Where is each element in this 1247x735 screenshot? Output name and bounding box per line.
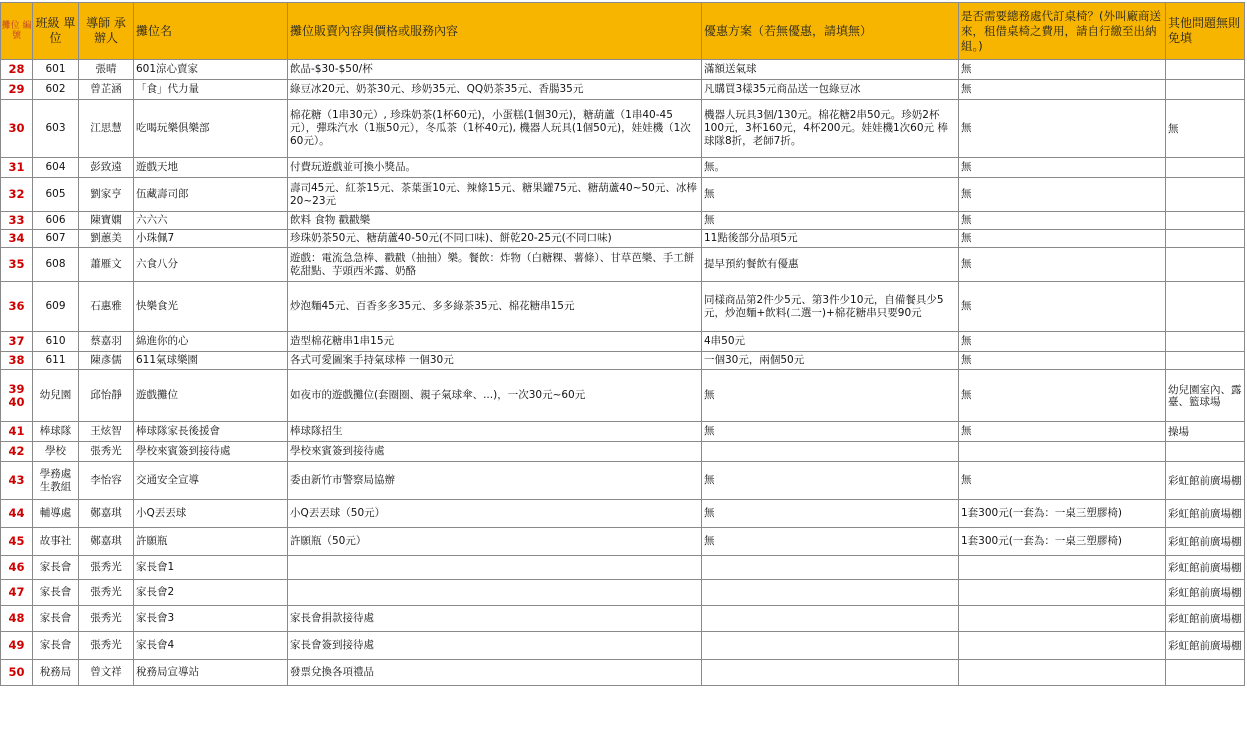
table-row <box>1 332 1245 352</box>
teacher-cell[interactable]: 曾芷涵 <box>79 80 134 100</box>
content-cell[interactable]: 許願瓶（50元） <box>288 528 702 556</box>
class-cell[interactable]: 603 <box>33 100 79 158</box>
table-row <box>1 442 1245 462</box>
content-cell[interactable]: 壽司45元、紅茶15元、茶葉蛋10元、辣條15元、糖果罐75元、糖葫蘆40~50元、冰棒20~23元 <box>288 178 702 212</box>
header-tables[interactable]: 是否需要總務處代訂桌椅？(外叫廠商送來，租借桌椅之費用，請自行繳至出納組。) <box>959 3 1166 60</box>
table-row <box>1 370 1245 422</box>
teacher-cell[interactable]: 彭致遠 <box>79 158 134 178</box>
discount-cell[interactable] <box>702 632 959 660</box>
booth-name-cell[interactable]: 快樂食光 <box>134 282 288 332</box>
teacher-cell[interactable]: 張秀光 <box>79 580 134 606</box>
header-row <box>1 3 1245 60</box>
other-cell[interactable]: 彩虹館前廣場棚 <box>1166 500 1245 528</box>
table-row <box>1 60 1245 80</box>
tables-cell[interactable] <box>959 556 1166 580</box>
table-row <box>1 632 1245 660</box>
teacher-cell[interactable]: 王炫智 <box>79 422 134 442</box>
booth-id-cell[interactable]: 28 <box>1 60 33 80</box>
content-cell[interactable]: 付費玩遊戲並可換小獎品。 <box>288 158 702 178</box>
table-row <box>1 352 1245 370</box>
booth-id-cell[interactable]: 34 <box>1 230 33 248</box>
class-cell[interactable]: 學校 <box>33 442 79 462</box>
discount-cell[interactable]: 無 <box>702 462 959 500</box>
tables-cell[interactable]: 無 <box>959 248 1166 282</box>
tables-cell[interactable]: 無 <box>959 462 1166 500</box>
other-cell[interactable] <box>1166 80 1245 100</box>
booth-name-cell[interactable]: 六六六 <box>134 212 288 230</box>
content-cell[interactable]: 珍珠奶茶50元、糖葫蘆40-50元(不同口味)、餅乾20-25元(不同口味) <box>288 230 702 248</box>
tables-cell[interactable]: 無 <box>959 422 1166 442</box>
booth-id-cell[interactable]: 49 <box>1 632 33 660</box>
booth-name-cell[interactable]: 吃喝玩樂俱樂部 <box>134 100 288 158</box>
header-content[interactable]: 攤位販賣內容與價格或服務內容 <box>288 3 702 60</box>
tables-cell[interactable]: 無 <box>959 352 1166 370</box>
content-cell[interactable]: 家長會簽到接待處 <box>288 632 702 660</box>
content-cell[interactable]: 造型棉花糖串1串15元 <box>288 332 702 352</box>
other-cell[interactable]: 操場 <box>1166 422 1245 442</box>
other-cell[interactable] <box>1166 442 1245 462</box>
booth-name-cell[interactable]: 遊戲天地 <box>134 158 288 178</box>
other-cell[interactable]: 彩虹館前廣場棚 <box>1166 632 1245 660</box>
class-cell[interactable]: 608 <box>33 248 79 282</box>
header-teacher[interactable]: 導師 承辦人 <box>79 3 134 60</box>
class-cell[interactable]: 609 <box>33 282 79 332</box>
booth-name-cell[interactable]: 綿進你的心 <box>134 332 288 352</box>
class-cell[interactable]: 604 <box>33 158 79 178</box>
teacher-cell[interactable]: 李怡容 <box>79 462 134 500</box>
teacher-cell[interactable]: 陳彥儒 <box>79 352 134 370</box>
discount-cell[interactable]: 一個30元，兩個50元 <box>702 352 959 370</box>
booth-name-cell[interactable]: 交通安全宣導 <box>134 462 288 500</box>
booth-name-cell[interactable]: 伍藏壽司郎 <box>134 178 288 212</box>
booth-name-cell[interactable]: 小Q丟丟球 <box>134 500 288 528</box>
booth-id-cell[interactable]: 48 <box>1 606 33 632</box>
class-cell[interactable]: 家長會 <box>33 580 79 606</box>
tables-cell[interactable]: 1套300元(一套為：一桌三塑膠椅) <box>959 500 1166 528</box>
content-cell[interactable]: 小Q丟丟球（50元） <box>288 500 702 528</box>
table-row <box>1 212 1245 230</box>
other-cell[interactable]: 彩虹館前廣場棚 <box>1166 528 1245 556</box>
class-cell[interactable]: 棒球隊 <box>33 422 79 442</box>
other-cell[interactable] <box>1166 158 1245 178</box>
discount-cell[interactable] <box>702 580 959 606</box>
booth-name-cell[interactable]: 棒球隊家長後援會 <box>134 422 288 442</box>
tables-cell[interactable] <box>959 632 1166 660</box>
booth-name-cell[interactable]: 遊戲攤位 <box>134 370 288 422</box>
other-cell[interactable]: 幼兒園室內、露臺、籃球場 <box>1166 370 1245 422</box>
other-cell[interactable] <box>1166 212 1245 230</box>
booth-id-cell[interactable]: 43 <box>1 462 33 500</box>
content-cell[interactable]: 委由新竹市警察局協辦 <box>288 462 702 500</box>
tables-cell[interactable] <box>959 606 1166 632</box>
content-cell[interactable]: 棒球隊招生 <box>288 422 702 442</box>
table-row <box>1 660 1245 686</box>
teacher-cell[interactable]: 陳寶嫻 <box>79 212 134 230</box>
teacher-cell[interactable]: 曾文祥 <box>79 660 134 686</box>
teacher-cell[interactable]: 邱怡靜 <box>79 370 134 422</box>
other-cell[interactable] <box>1166 60 1245 80</box>
table-row <box>1 528 1245 556</box>
other-cell[interactable]: 彩虹館前廣場棚 <box>1166 556 1245 580</box>
booth-table <box>0 2 1245 686</box>
booth-id-cell[interactable]: 29 <box>1 80 33 100</box>
booth-id-cell[interactable]: 33 <box>1 212 33 230</box>
header-discount[interactable]: 優惠方案（若無優惠，請填無） <box>702 3 959 60</box>
tables-cell[interactable]: 無 <box>959 178 1166 212</box>
booth-id-cell[interactable]: 35 <box>1 248 33 282</box>
content-cell[interactable]: 學校來賓簽到接待處 <box>288 442 702 462</box>
teacher-cell[interactable]: 劉家亨 <box>79 178 134 212</box>
booth-name-cell[interactable]: 學校來賓簽到接待處 <box>134 442 288 462</box>
booth-id-cell[interactable]: 50 <box>1 660 33 686</box>
booth-name-cell[interactable]: 小珠佩7 <box>134 230 288 248</box>
content-cell[interactable]: 各式可愛圖案手持氣球棒 一個30元 <box>288 352 702 370</box>
teacher-cell[interactable]: 張秀光 <box>79 556 134 580</box>
class-cell[interactable]: 611 <box>33 352 79 370</box>
table-row <box>1 556 1245 580</box>
other-cell[interactable] <box>1166 332 1245 352</box>
booth-name-cell[interactable]: 許願瓶 <box>134 528 288 556</box>
other-cell[interactable] <box>1166 178 1245 212</box>
teacher-cell[interactable]: 張秀光 <box>79 606 134 632</box>
class-cell[interactable]: 610 <box>33 332 79 352</box>
class-cell[interactable]: 家長會 <box>33 606 79 632</box>
class-cell[interactable]: 學務處 生教組 <box>33 462 79 500</box>
booth-id-cell[interactable]: 37 <box>1 332 33 352</box>
discount-cell[interactable]: 無 <box>702 178 959 212</box>
discount-cell[interactable]: 凡購買3樣35元商品送一包綠豆冰 <box>702 80 959 100</box>
booth-name-cell[interactable]: 601涼心賣家 <box>134 60 288 80</box>
teacher-cell[interactable]: 張晴 <box>79 60 134 80</box>
tables-cell[interactable]: 無 <box>959 230 1166 248</box>
booth-id-cell[interactable]: 32 <box>1 178 33 212</box>
table-row <box>1 230 1245 248</box>
booth-name-cell[interactable]: 家長會1 <box>134 556 288 580</box>
tables-cell[interactable] <box>959 442 1166 462</box>
header-booth-name[interactable]: 攤位名 <box>134 3 288 60</box>
table-row <box>1 80 1245 100</box>
tables-cell[interactable]: 無 <box>959 80 1166 100</box>
booth-id-cell[interactable]: 45 <box>1 528 33 556</box>
tables-cell[interactable]: 無 <box>959 332 1166 352</box>
tables-cell[interactable]: 無 <box>959 60 1166 80</box>
other-cell[interactable]: 無 <box>1166 100 1245 158</box>
booth-id-cell[interactable]: 47 <box>1 580 33 606</box>
table-row <box>1 422 1245 442</box>
discount-cell[interactable]: 無 <box>702 500 959 528</box>
content-cell[interactable]: 飲品-$30-$50/杯 <box>288 60 702 80</box>
tables-cell[interactable] <box>959 660 1166 686</box>
other-cell[interactable]: 彩虹館前廣場棚 <box>1166 606 1245 632</box>
discount-cell[interactable]: 無 <box>702 528 959 556</box>
teacher-cell[interactable]: 劉蕙美 <box>79 230 134 248</box>
booth-id-cell[interactable]: 41 <box>1 422 33 442</box>
booth-name-cell[interactable]: 家長會2 <box>134 580 288 606</box>
teacher-cell[interactable]: 張秀光 <box>79 632 134 660</box>
booth-id-cell[interactable]: 39 40 <box>1 370 33 422</box>
booth-name-cell[interactable]: 稅務局宣導站 <box>134 660 288 686</box>
class-cell[interactable]: 家長會 <box>33 632 79 660</box>
class-cell[interactable]: 稅務局 <box>33 660 79 686</box>
booth-spreadsheet <box>0 2 1245 686</box>
class-cell[interactable]: 607 <box>33 230 79 248</box>
discount-cell[interactable]: 機器人玩具3個/130元。棉花糖2串50元。珍奶2杯100元，3杯160元，4杯200元。娃娃機1次60元 棒球隊8折，老師7折。 <box>702 100 959 158</box>
content-cell[interactable]: 炒泡麵45元、百香多多35元、多多綠茶35元、棉花糖串15元 <box>288 282 702 332</box>
header-other[interactable]: 其他問題無則免填 <box>1166 3 1245 60</box>
other-cell[interactable] <box>1166 230 1245 248</box>
class-cell[interactable]: 輔導處 <box>33 500 79 528</box>
table-row <box>1 580 1245 606</box>
booth-name-cell[interactable]: 家長會4 <box>134 632 288 660</box>
teacher-cell[interactable]: 張秀光 <box>79 442 134 462</box>
table-row <box>1 158 1245 178</box>
header-booth-id[interactable]: 攤位 編號 <box>1 3 33 60</box>
class-cell[interactable]: 605 <box>33 178 79 212</box>
discount-cell[interactable] <box>702 556 959 580</box>
content-cell[interactable]: 棉花糖（1串30元）, 珍珠奶茶(1杯60元)，小蛋糕(1個30元)，糖葫蘆（1串40-45元），彈珠汽水（1瓶50元），冬瓜茶（1杯40元), 機器人玩具(1個50元)，娃娃機（1次60元）。 <box>288 100 702 158</box>
class-cell[interactable]: 家長會 <box>33 556 79 580</box>
discount-cell[interactable] <box>702 660 959 686</box>
teacher-cell[interactable]: 石惠雅 <box>79 282 134 332</box>
table-row <box>1 178 1245 212</box>
discount-cell[interactable]: 無 <box>702 370 959 422</box>
discount-cell[interactable] <box>702 442 959 462</box>
content-cell[interactable]: 家長會捐款接待處 <box>288 606 702 632</box>
booth-id-cell[interactable]: 42 <box>1 442 33 462</box>
booth-name-cell[interactable]: 「食」代力量 <box>134 80 288 100</box>
teacher-cell[interactable]: 鄭嘉琪 <box>79 500 134 528</box>
discount-cell[interactable]: 提早預約餐飲有優惠 <box>702 248 959 282</box>
other-cell[interactable]: 彩虹館前廣場棚 <box>1166 580 1245 606</box>
content-cell[interactable]: 發票兌換各項禮品 <box>288 660 702 686</box>
table-row <box>1 248 1245 282</box>
tables-cell[interactable]: 無 <box>959 100 1166 158</box>
tables-cell[interactable]: 無 <box>959 212 1166 230</box>
booth-id-cell[interactable]: 38 <box>1 352 33 370</box>
content-cell[interactable] <box>288 580 702 606</box>
teacher-cell[interactable]: 江思慧 <box>79 100 134 158</box>
other-cell[interactable] <box>1166 248 1245 282</box>
other-cell[interactable] <box>1166 352 1245 370</box>
class-cell[interactable]: 606 <box>33 212 79 230</box>
table-row <box>1 462 1245 500</box>
booth-id-cell[interactable]: 31 <box>1 158 33 178</box>
tables-cell[interactable]: 無 <box>959 282 1166 332</box>
tables-cell[interactable] <box>959 580 1166 606</box>
table-row <box>1 282 1245 332</box>
booth-name-cell[interactable]: 611氣球樂園 <box>134 352 288 370</box>
class-cell[interactable]: 幼兒園 <box>33 370 79 422</box>
header-class[interactable]: 班級 單位 <box>33 3 79 60</box>
booth-id-cell[interactable]: 36 <box>1 282 33 332</box>
discount-cell[interactable]: 滿額送氣球 <box>702 60 959 80</box>
booth-id-cell[interactable]: 44 <box>1 500 33 528</box>
class-cell[interactable]: 故事社 <box>33 528 79 556</box>
discount-cell[interactable]: 無。 <box>702 158 959 178</box>
content-cell[interactable]: 飲料 食物 戳戳樂 <box>288 212 702 230</box>
discount-cell[interactable] <box>702 606 959 632</box>
booth-name-cell[interactable]: 六食八分 <box>134 248 288 282</box>
discount-cell[interactable]: 4串50元 <box>702 332 959 352</box>
discount-cell[interactable]: 11點後部分品項5元 <box>702 230 959 248</box>
teacher-cell[interactable]: 鄭嘉琪 <box>79 528 134 556</box>
table-row <box>1 500 1245 528</box>
teacher-cell[interactable]: 蕭雁文 <box>79 248 134 282</box>
tables-cell[interactable]: 無 <box>959 158 1166 178</box>
table-row <box>1 606 1245 632</box>
class-cell[interactable]: 601 <box>33 60 79 80</box>
content-cell[interactable] <box>288 556 702 580</box>
other-cell[interactable]: 彩虹館前廣場棚 <box>1166 462 1245 500</box>
tables-cell[interactable]: 無 <box>959 370 1166 422</box>
content-cell[interactable]: 遊戲：電流急急棒、戳戳（抽抽）樂。餐飲：炸物（白糖粿、薯條）、甘草芭樂、手工餅乾甜點、芋頭西米露、奶酪 <box>288 248 702 282</box>
table-row <box>1 100 1245 158</box>
discount-cell[interactable]: 無 <box>702 422 959 442</box>
content-cell[interactable]: 如夜市的遊戲攤位(套圈圈、親子氣球傘、...)，一次30元~60元 <box>288 370 702 422</box>
discount-cell[interactable]: 無 <box>702 212 959 230</box>
discount-cell[interactable]: 同樣商品第2件少5元、第3件少10元，自備餐具少5元，炒泡麵+飲料(二選一)+棉花糖串只要90元 <box>702 282 959 332</box>
class-cell[interactable]: 602 <box>33 80 79 100</box>
teacher-cell[interactable]: 蔡嘉羽 <box>79 332 134 352</box>
other-cell[interactable] <box>1166 660 1245 686</box>
other-cell[interactable] <box>1166 282 1245 332</box>
tables-cell[interactable]: 1套300元(一套為：一桌三塑膠椅) <box>959 528 1166 556</box>
booth-name-cell[interactable]: 家長會3 <box>134 606 288 632</box>
content-cell[interactable]: 綠豆冰20元、奶茶30元、珍奶35元、QQ奶茶35元、香腸35元 <box>288 80 702 100</box>
booth-id-cell[interactable]: 30 <box>1 100 33 158</box>
booth-id-cell[interactable]: 46 <box>1 556 33 580</box>
